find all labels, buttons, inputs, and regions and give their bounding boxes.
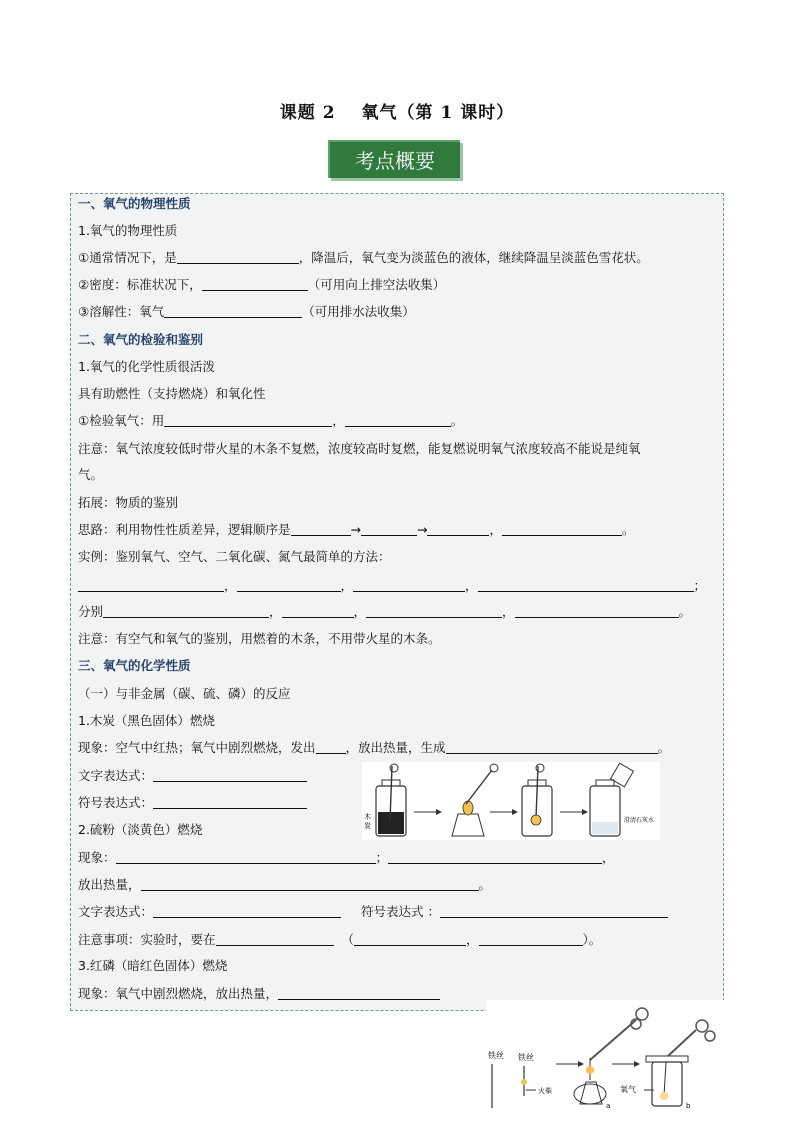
label-iron-wire-2: 铁丝 (518, 1053, 534, 1062)
blank-field[interactable] (502, 523, 622, 536)
title-topic: 氧气（第 1 课时） (361, 103, 515, 123)
blank-field[interactable] (354, 933, 466, 946)
line-chem-active: 1.氧气的化学性质很活泼 (78, 359, 215, 374)
section-heading-chemical: 三、氧气的化学性质 (78, 658, 191, 673)
line-sulfur-heat: 放出热量， 。 (78, 877, 492, 892)
blank-field[interactable] (78, 579, 224, 592)
line-sulfur-caution: 注意事项：实验时，要在 （ ， ）。 (78, 932, 602, 947)
line-example: 实例：鉴别氧气、空气、二氧化碳、氮气最简单的方法： (78, 549, 391, 564)
blank-field[interactable] (216, 933, 334, 946)
line-extension: 拓展：物质的鉴别 (78, 495, 179, 510)
blank-field[interactable] (153, 796, 307, 809)
line-phosphorus: 3.红磷（暗红色固体）燃烧 (78, 958, 228, 973)
label-match: 火柴 (538, 1087, 552, 1095)
blank-field[interactable] (153, 905, 341, 918)
blank-field[interactable] (103, 605, 269, 618)
label-wood: 木 (364, 813, 371, 821)
line-density: ②密度：标准状况下， （可用向上排空法收集） (78, 277, 446, 292)
iron-wire-experiment-illustration (486, 1000, 726, 1112)
blank-field[interactable] (202, 278, 308, 291)
label-carbon: 炭 (364, 822, 371, 830)
label-limewater: 澄清石灰水 (624, 817, 655, 824)
line-note-cont: 气。 (78, 467, 104, 482)
blank-field[interactable] (446, 741, 658, 754)
blank-field[interactable] (164, 305, 302, 318)
line-solubility: ③溶解性：氧气 （可用排水法收集） (78, 304, 415, 319)
line-note-concentration: 注意：氧气浓度较低时带火星的木条不复燃，浓度较高时复燃，能复燃说明氧气浓度较高不能说是纯氧 (78, 441, 641, 456)
line-sulfur: 2.硫粉（淡黄色）燃烧 (78, 822, 203, 837)
blank-field[interactable] (515, 605, 679, 618)
blank-field[interactable] (278, 987, 440, 1000)
title-lesson: 课题 2 (279, 103, 336, 123)
line-phosphorus-phenomenon: 现象：氧气中剧烈燃烧，放出热量， (78, 986, 440, 1002)
line-symbol-equation-c: 符号表达式： (78, 795, 307, 811)
charcoal-experiment-figure (362, 762, 660, 840)
section-heading-test: 二、氧气的检验和鉴别 (78, 332, 204, 347)
line-nonmetal: （一）与非金属（碳、硫、磷）的反应 (78, 686, 291, 701)
blank-field[interactable] (353, 579, 465, 592)
charcoal-experiment-illustration (362, 762, 660, 840)
label-b: b (686, 1102, 691, 1110)
blank-field[interactable] (164, 414, 332, 427)
page-title (0, 98, 794, 123)
line-example-blanks: ， ， ， ； (78, 578, 706, 594)
blank-field[interactable] (177, 251, 299, 264)
iron-wire-experiment-figure (486, 1000, 726, 1112)
blank-field[interactable] (282, 605, 354, 618)
blank-field[interactable] (479, 933, 583, 946)
blank-field[interactable] (361, 523, 417, 536)
blank-field[interactable] (237, 579, 341, 592)
blank-field[interactable] (141, 878, 479, 891)
line-sulfur-equations: 文字表达式： 符号表达式 ： (78, 904, 668, 920)
blank-field[interactable] (345, 414, 451, 427)
line-charcoal-phenomenon: 现象：空气中红热；氧气中剧烈燃烧，发出 ，放出热量，生成 。 (78, 740, 671, 755)
blank-field[interactable] (366, 605, 502, 618)
line-combustion-support: 具有助燃性（支持燃烧）和氧化性 (78, 386, 266, 401)
line-state: ①通常情况下，是 ，降温后，氧气变为淡蓝色的液体，继续降温呈淡蓝色雪花状。 (78, 250, 649, 265)
blank-field[interactable] (440, 905, 668, 918)
blank-field[interactable] (291, 523, 351, 536)
line-charcoal: 1.木炭（黑色固体）燃烧 (78, 713, 215, 728)
label-iron-wire-1: 铁丝 (488, 1051, 504, 1060)
line-note-air: 注意：有空气和氧气的鉴别，用燃着的木条，不用带火星的木条。 (78, 631, 441, 646)
label-oxygen: 氧气 (620, 1085, 636, 1094)
label-a: a (606, 1102, 611, 1110)
blank-field[interactable] (316, 741, 346, 754)
blank-field[interactable] (388, 851, 602, 864)
line-respectively: 分别 ， ， ， 。 (78, 604, 692, 619)
blank-field[interactable] (427, 523, 489, 536)
section-badge: 考点概要 (328, 140, 460, 178)
line-physical-title: 1.氧气的物理性质 (78, 223, 178, 238)
line-thinking: 思路：利用物性性质差异，逻辑顺序是 → → ， 。 (78, 522, 635, 537)
blank-field[interactable] (153, 769, 307, 782)
blank-field[interactable] (478, 579, 694, 592)
section-heading-physical: 一、氧气的物理性质 (78, 196, 191, 211)
line-word-equation-c: 文字表达式： (78, 768, 307, 784)
line-sulfur-phenomenon: 现象： ； ， (78, 850, 615, 865)
line-test-oxygen: ①检验氧气：用 ， 。 (78, 413, 464, 428)
blank-field[interactable] (116, 851, 376, 864)
